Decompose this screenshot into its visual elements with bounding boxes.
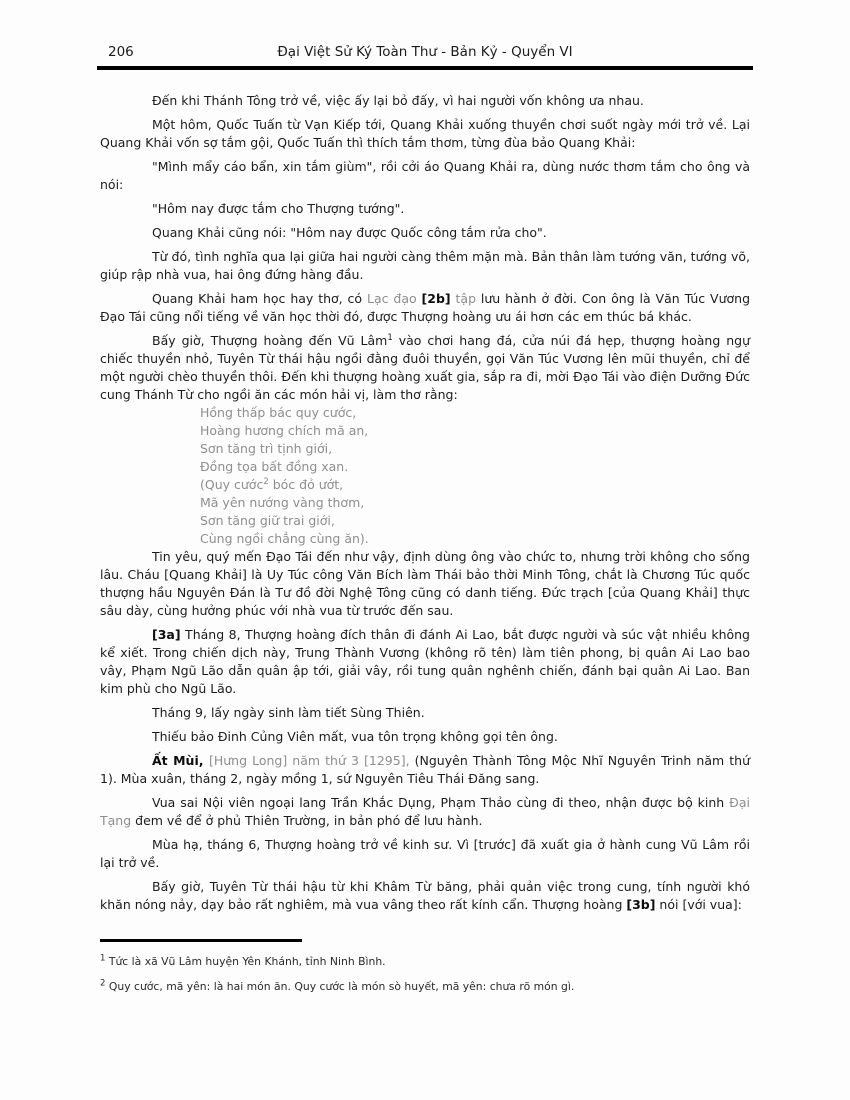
- text-run: vào chơi hang đá, cửa núi đá hẹp, thượng hoàng ngự chiếc thuyền nhỏ, Tuyên Từ thái hậu ngồi đằng đuôi thuyền, gọi Văn Túc Vương lên mũi thuyền, chỉ để một người chèo thuyền thôi. Đến khi thượng hoàng xuất gia, sắp ra đi, mời Đạo Tái vào điện Dưỡng Đức cung Thánh Từ cho ngồi ăn các món hải vị, làm thơ rằng:: [100, 333, 750, 402]
- header-rule: [97, 66, 753, 70]
- paragraph: [100, 626, 750, 698]
- body-text: [100, 92, 750, 920]
- text-run: Từ đó, tình nghĩa qua lại giữa hai người càng thêm mặn mà. Bản thân làm tướng văn, tướng võ, giúp rập nhà vua, hai ông đứng hàng đầu.: [100, 249, 750, 282]
- text-run: Ất Mùi,: [152, 753, 209, 768]
- text-run: Hoàng hương chích mã an,: [200, 423, 369, 438]
- text-run: (Quy cước: [200, 477, 264, 492]
- paragraph: [100, 836, 750, 872]
- text-run: nói [với vua]:: [655, 897, 742, 912]
- text-run: Tin yêu, quý mến Đạo Tái đến như vậy, định dùng ông vào chức to, nhưng trời không cho sống lâu. Cháu [Quang Khải] là Uy Túc công Văn Bích làm Thái bảo thời Minh Tông, chắt là Chương Túc quốc thượng hầu Nguyên Đán là Tư đồ đời Nghệ Tông cũng có danh tiếng. Đức trạch [của Quang Khải] thực sâu dày, cùng hưởng phúc với nhà vua từ trước đến sau.: [100, 549, 750, 618]
- footnote-ref: 2: [263, 476, 269, 487]
- footnote-number: 2: [100, 978, 106, 989]
- footnote-text: Tức là xã Vũ Lâm huyện Yên Khánh, tỉnh Ninh Bình.: [105, 955, 386, 968]
- text-run: tập: [450, 291, 481, 306]
- poem-line: [200, 530, 750, 548]
- text-run: Quang Khải ham học hay thơ, có: [152, 291, 367, 306]
- paragraph: [100, 752, 750, 788]
- poem-line: [200, 476, 750, 494]
- paragraph: [100, 116, 750, 152]
- text-run: Cùng ngồi chẳng cùng ăn).: [200, 531, 369, 546]
- text-run: (Nguyên Thành Tông Mộc Nhĩ Nguyên Trinh năm thứ 1). Mùa xuân, tháng 2, ngày mồng 1, sứ Nguyên Tiêu Thái Đăng sang.: [100, 753, 750, 786]
- text-run: Tháng 9, lấy ngày sinh làm tiết Sùng Thiên.: [152, 705, 425, 720]
- poem-line: [200, 440, 750, 458]
- text-run: [3b]: [626, 897, 656, 912]
- paragraph: [100, 332, 750, 404]
- paragraph: [100, 878, 750, 914]
- text-run: Thiếu bảo Đinh Củng Viên mất, vua tôn trọng không gọi tên ông.: [152, 729, 558, 744]
- text-run: Quang Khải cũng nói: "Hôm nay được Quốc công tắm rửa cho".: [152, 225, 547, 240]
- text-run: Tháng 8, Thượng hoàng đích thân đi đánh Ai Lao, bắt được người và súc vật nhiều không kể xiết. Trong chiến dịch này, Trung Thành Vương (không rõ tên) làm tiên phong, bị quân Ai Lao bao vây, Phạm Ngũ Lão dẫn quân ập tới, giải vây, rồi tung quân nghênh chiến, đánh bại quân Ai Lao. Ban kim phù cho Ngũ Lão.: [100, 627, 750, 696]
- footnotes: [100, 954, 750, 1004]
- text-run: Hồng thấp bác quy cước,: [200, 405, 357, 420]
- text-run: Một hôm, Quốc Tuấn từ Vạn Kiếp tới, Quang Khải xuống thuyền chơi suốt ngày mới trở về. Lại Quang Khải vốn sợ tắm gội, Quốc Tuấn thì thích tắm thơm, từng đùa bảo Quang Khải:: [100, 117, 750, 150]
- footnote-ref: 1: [387, 332, 393, 343]
- text-run: Đại Tạng: [100, 795, 750, 828]
- footnote-separator: [100, 939, 302, 942]
- text-run: bóc đỏ ướt,: [268, 477, 344, 492]
- paragraph: [100, 794, 750, 830]
- text-run: Mùa hạ, tháng 6, Thượng hoàng trở về kinh sư. Vì [trước] đã xuất gia ở hành cung Vũ Lâm rồi lại trở về.: [100, 837, 750, 870]
- text-run: "Mình mẩy cáo bẩn, xin tắm giùm", rồi cởi áo Quang Khải ra, dùng nước thơm tắm cho ông và nói:: [100, 159, 750, 192]
- page-number: 206: [108, 44, 134, 60]
- footnote-number: 1: [100, 953, 106, 964]
- text-run: [Hưng Long] năm thứ 3 [1295],: [208, 753, 415, 768]
- text-run: Mã yên nướng vàng thơm,: [200, 495, 365, 510]
- poem-line: [200, 404, 750, 422]
- text-run: Vua sai Nội viên ngoại lang Trần Khắc Dụng, Phạm Thảo cùng đi theo, nhận được bộ kinh: [152, 795, 730, 810]
- text-run: Sơn tăng trì tịnh giới,: [200, 441, 333, 456]
- paragraph: [100, 704, 750, 722]
- poem-line: [200, 458, 750, 476]
- text-run: Bấy giờ, Thượng hoàng đến Vũ Lâm: [152, 333, 388, 348]
- text-run: Đồng tọa bất đồng xan.: [200, 459, 349, 474]
- poem-line: [200, 512, 750, 530]
- text-run: Đến khi Thánh Tông trở về, việc ấy lại bỏ đấy, vì hai người vốn không ưa nhau.: [152, 93, 644, 108]
- poem: [200, 404, 750, 548]
- text-run: "Hôm nay được tắm cho Thượng tướng".: [152, 201, 405, 216]
- page-header: [97, 44, 753, 60]
- footnote: [100, 979, 750, 994]
- text-run: Sơn tăng giữ trai giới,: [200, 513, 335, 528]
- paragraph: [100, 92, 750, 110]
- text-run: lưu hành ở đời. Con ông là Văn Túc Vương Đạo Tái cũng nổi tiếng về văn học thời đó, được Thượng hoàng ưu ái hơn các em thúc bá khác.: [100, 291, 750, 324]
- paragraph: [100, 290, 750, 326]
- paragraph: [100, 548, 750, 620]
- header-title: Đại Việt Sử Ký Toàn Thư - Bản Kỷ - Quyển VI: [277, 44, 573, 60]
- footnote: [100, 954, 750, 969]
- footnote-text: Quy cước, mã yên: là hai món ăn. Quy cước là món sò huyết, mã yên: chưa rõ món gì.: [105, 980, 575, 993]
- text-run: [2b]: [421, 291, 451, 306]
- text-run: Lạc đạo: [366, 291, 422, 306]
- paragraph: [100, 224, 750, 242]
- text-run: [3a]: [152, 627, 181, 642]
- text-run: Bấy giờ, Tuyên Từ thái hậu từ khi Khâm Từ băng, phải quản việc trong cung, tính người khó khăn nóng nảy, dạy bảo rất nghiêm, mà vua vâng theo rất kính cẩn. Thượng hoàng: [100, 879, 750, 912]
- poem-line: [200, 422, 750, 440]
- paragraph: [100, 158, 750, 194]
- paragraph: [100, 248, 750, 284]
- poem-line: [200, 494, 750, 512]
- paragraph: [100, 200, 750, 218]
- text-run: đem về để ở phủ Thiên Trường, in bản phó để lưu hành.: [135, 813, 483, 828]
- paragraph: [100, 728, 750, 746]
